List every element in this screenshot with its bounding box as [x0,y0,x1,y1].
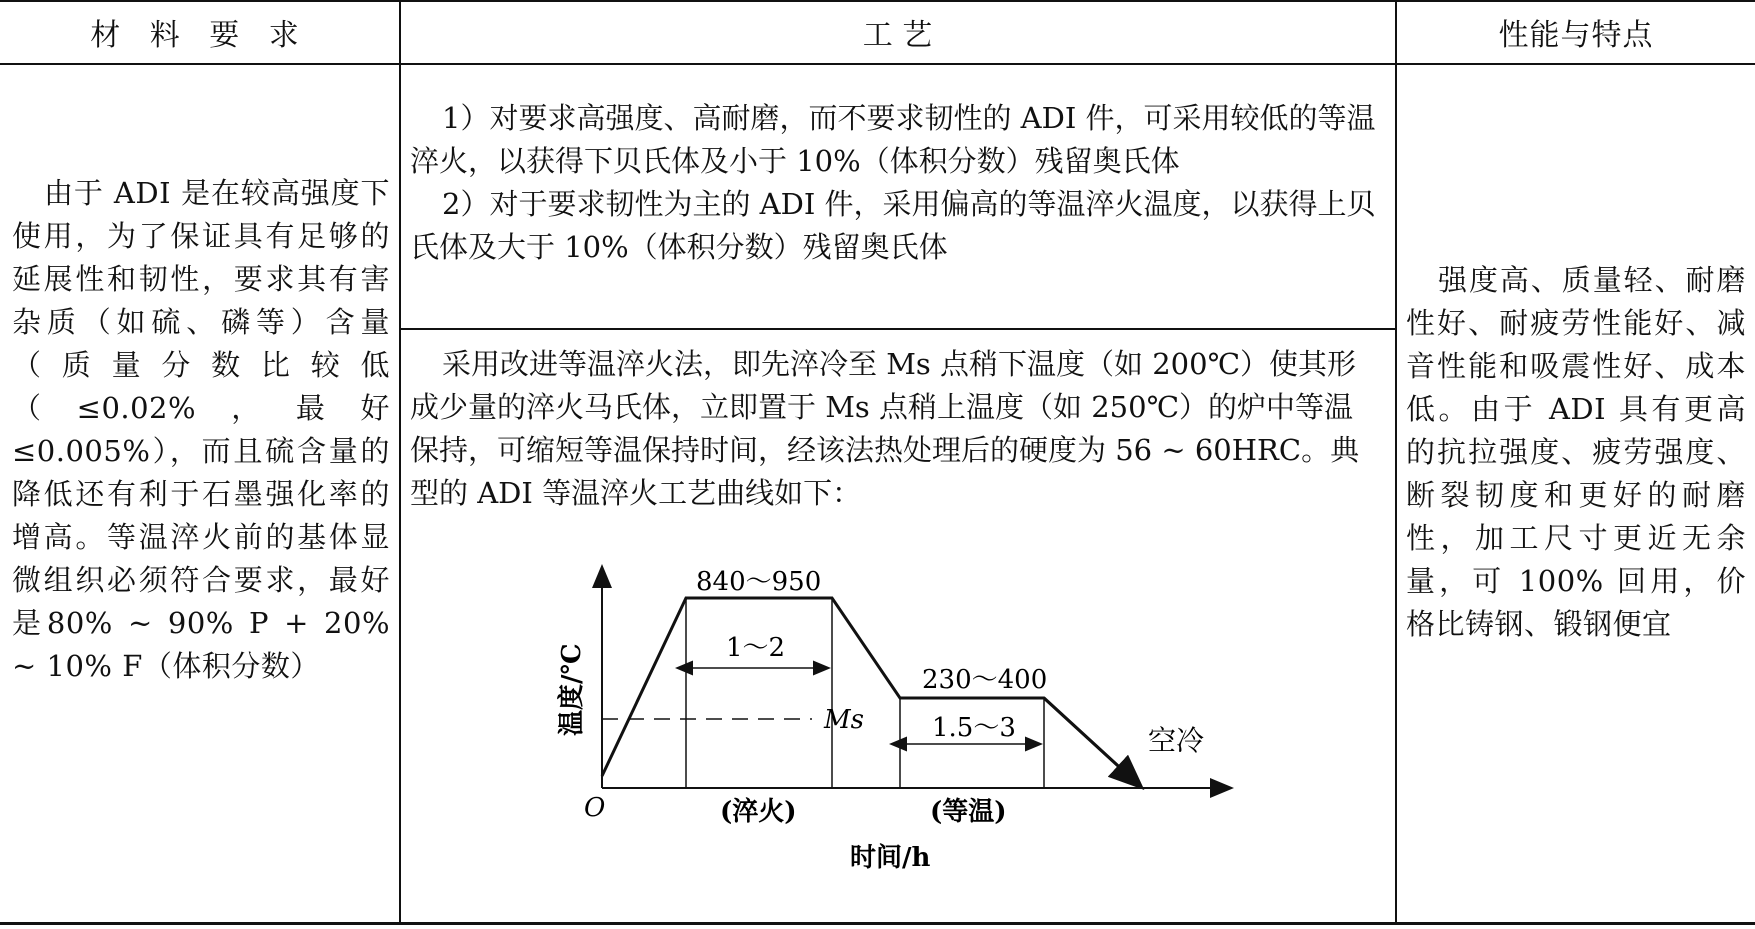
iso-temp-label: 230～400 [922,665,1048,695]
air-cool-label: 空冷 [1148,724,1205,757]
adi-process-curve [550,558,1250,878]
process-divider-rule [400,328,1396,330]
y-axis-label: 温度/℃ [557,643,587,736]
performance-text [1406,259,1746,646]
x-axis-label: 时间/h [850,843,931,873]
header-process: 工 艺 [862,18,933,53]
performance-para: 强度高、质量轻、耐磨性好、耐疲劳性能好、减音性能和吸震性好、成本低。由于 ADI 具有更高的抗拉强度、疲劳强度、断裂韧度和更好的耐磨性，加工尺寸更近无余量，可 100% 回用，价格比铸钢、锻钢便宜 [1406,263,1746,641]
improved-process-text [410,343,1380,515]
iso-phase-label: (等温) [930,797,1007,827]
process-item-2: 2）对于要求韧性为主的 ADI 件，采用偏高的等温淬火温度，以获得上贝氏体及大于 10%（体积分数）残留奥氏体 [410,187,1376,264]
header-performance: 性能与特点 [1498,18,1654,53]
column-divider-1 [399,0,401,924]
air-cool-arrow [1044,698,1140,786]
quench-time-label: 1～2 [726,633,786,663]
material-requirement-text [12,172,390,688]
column-divider-2 [1395,0,1397,924]
iso-time-label: 1.5～3 [932,713,1016,743]
process-item-1: 1）对要求高强度、高耐磨，而不要求韧性的 ADI 件，可采用较低的等温淬火，以获得下贝氏体及小于 10%（体积分数）残留奥氏体 [410,101,1376,178]
header-material: 材 料 要 求 [90,18,309,53]
process-items [410,97,1380,269]
material-requirement-para: 由于 ADI 是在较高强度下使用，为了保证具有足够的延展性和韧性，要求其有害杂质（如硫、磷等）含量（质量分数比较低（≤0.02%，最好≤0.005%），而且硫含量的降低还有利于石墨强化率的增高。等温淬火前的基体显微组织必须符合要求，最好是80% ~ 90% P + 20% ~ 10% F（体积分数） [12,176,390,683]
origin-label: O [584,793,606,823]
table-bottom-rule [0,922,1755,925]
process-curve [602,598,1140,786]
quench-temp-label: 840～950 [696,567,822,597]
quench-phase-label: (淬火) [720,797,797,827]
improved-process-para: 采用改进等温淬火法，即先淬冷至 Ms 点稍下温度（如 200℃）使其形成少量的淬火马氏体，立即置于 Ms 点稍上温度（如 250℃）的炉中等温保持，可缩短等温保持时间，经该法热处理后的硬度为 56 ~ 60HRC。典型的 ADI 等温淬火工艺曲线如下： [410,347,1360,510]
ms-label: Ms [824,705,864,735]
